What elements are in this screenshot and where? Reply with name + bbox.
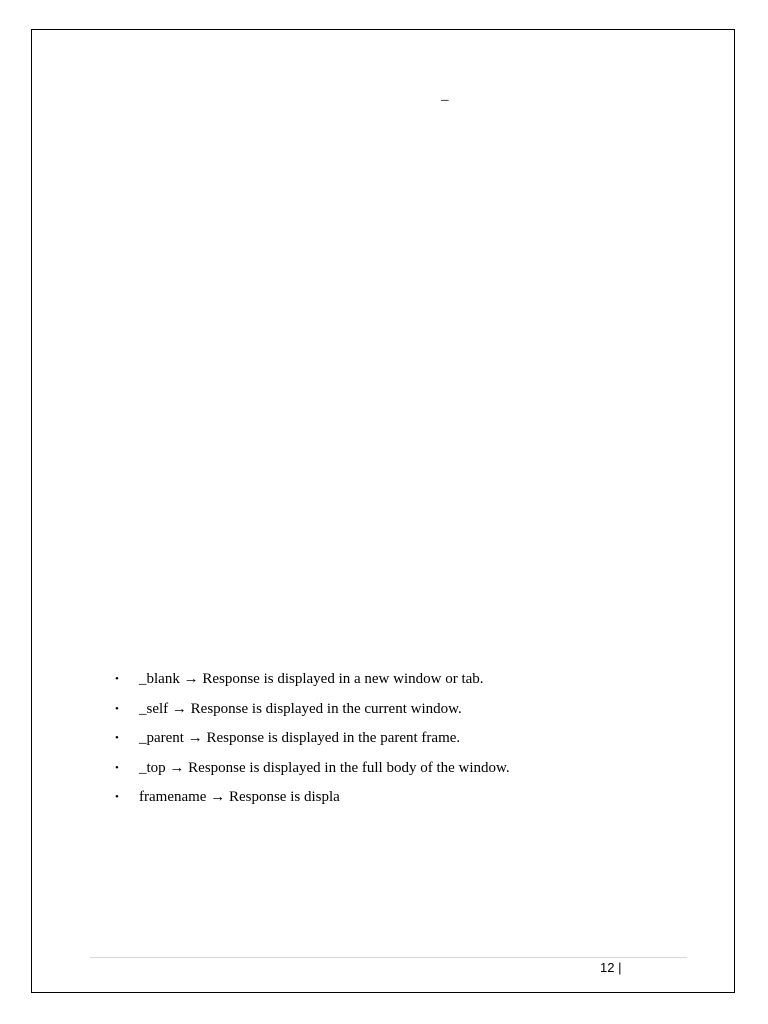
list-item — [113, 670, 510, 688]
list-item-text: _top → Response is displayed in the full body of the window. — [139, 759, 510, 776]
bullet-icon: • — [115, 702, 119, 715]
list-item — [113, 729, 510, 747]
list-item-text: _blank → Response is displayed in a new window or tab. — [139, 671, 484, 687]
footer-divider — [90, 957, 687, 958]
target-values-list — [113, 670, 510, 818]
list-item — [113, 788, 510, 806]
bullet-icon: • — [115, 673, 119, 685]
list-item-text: _self → Response is displayed in the current window. — [139, 700, 462, 717]
list-item — [113, 759, 510, 777]
top-mark: _ — [441, 87, 449, 103]
bullet-icon: • — [115, 791, 119, 803]
list-item — [113, 700, 510, 718]
page-border — [31, 29, 735, 993]
list-item-text: _parent → Response is displayed in the parent frame. — [139, 730, 461, 746]
list-item-text: framename → Response is displa — [139, 789, 340, 805]
bullet-icon: • — [115, 732, 119, 744]
page-number: 12 | — [600, 960, 622, 975]
bullet-icon: • — [115, 761, 119, 774]
